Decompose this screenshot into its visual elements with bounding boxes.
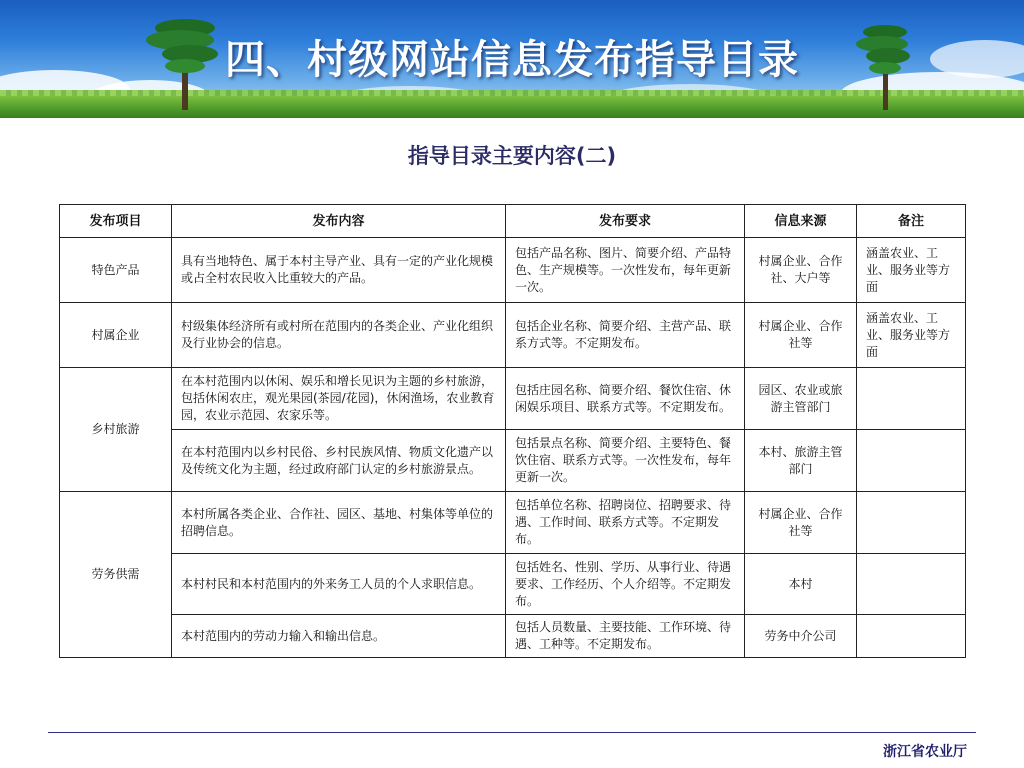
content-cell: 在本村范围内以乡村民俗、乡村民族风情、物质文化遗产以及传统文化为主题，经过政府部门认定的乡村旅游景点。 [172,430,506,492]
source-cell: 园区、农业或旅游主管部门 [745,368,857,430]
column-header: 备注 [857,205,966,238]
note-cell: 涵盖农业、工业、服务业等方面 [857,238,966,303]
column-header: 发布项目 [60,205,172,238]
item-cell: 特色产品 [60,238,172,303]
item-cell: 乡村旅游 [60,368,172,492]
note-cell [857,368,966,430]
note-cell [857,554,966,615]
table-row [60,430,966,492]
column-header: 发布内容 [172,205,506,238]
page-title: 四、村级网站信息发布指导目录 [225,37,799,83]
item-cell: 劳务供需 [60,492,172,658]
content-cell: 村级集体经济所有或村所在范围内的各类企业、产业化组织及行业协会的信息。 [172,303,506,368]
source-cell: 劳务中介公司 [745,615,857,658]
section-subtitle: 指导目录主要内容(二) [407,144,617,168]
column-header: 信息来源 [745,205,857,238]
guide-table [59,204,966,658]
table-row [60,554,966,615]
source-cell: 本村 [745,554,857,615]
content-cell: 本村所属各类企业、合作社、园区、基地、村集体等单位的招聘信息。 [172,492,506,554]
note-cell [857,430,966,492]
content-cell: 本村范围内的劳动力输入和输出信息。 [172,615,506,658]
source-cell: 村属企业、合作社、大户等 [745,238,857,303]
table-row [60,615,966,658]
source-cell: 本村、旅游主管部门 [745,430,857,492]
item-cell: 村属企业 [60,303,172,368]
requirement-cell: 包括企业名称、简要介绍、主营产品、联系方式等。不定期发布。 [506,303,745,368]
requirement-cell: 包括姓名、性别、学历、从事行业、待遇要求、工作经历、个人介绍等。不定期发布。 [506,554,745,615]
requirement-cell: 包括产品名称、图片、简要介绍、产品特色、生产规模等。一次性发布，每年更新一次。 [506,238,745,303]
requirement-cell: 包括人员数量、主要技能、工作环境、待遇、工种等。不定期发布。 [506,615,745,658]
content-cell: 本村村民和本村范围内的外来务工人员的个人求职信息。 [172,554,506,615]
source-cell: 村属企业、合作社等 [745,303,857,368]
table-row [60,303,966,368]
header-banner [0,0,1024,118]
table-row [60,238,966,303]
note-cell [857,492,966,554]
requirement-cell: 包括景点名称、简要介绍、主要特色、餐饮住宿、联系方式等。一次性发布，每年更新一次。 [506,430,745,492]
footer-divider [48,732,976,733]
column-header: 发布要求 [506,205,745,238]
footer-organization: 浙江省农业厅 [883,744,967,760]
table-row [60,368,966,430]
table-row [60,492,966,554]
note-cell: 涵盖农业、工业、服务业等方面 [857,303,966,368]
note-cell [857,615,966,658]
content-cell: 具有当地特色、属于本村主导产业、具有一定的产业化规模或占全村农民收入比重较大的产品。 [172,238,506,303]
requirement-cell: 包括庄园名称、简要介绍、餐饮住宿、休闲娱乐项目、联系方式等。不定期发布。 [506,368,745,430]
content-cell: 在本村范围内以休闲、娱乐和增长见识为主题的乡村旅游，包括休闲农庄，观光果园(茶园/花园)，休闲渔场，农业教育园，农业示范园、农家乐等。 [172,368,506,430]
source-cell: 村属企业、合作社等 [745,492,857,554]
table-header-row [60,205,966,238]
requirement-cell: 包括单位名称、招聘岗位、招聘要求、待遇、工作时间、联系方式等。不定期发布。 [506,492,745,554]
